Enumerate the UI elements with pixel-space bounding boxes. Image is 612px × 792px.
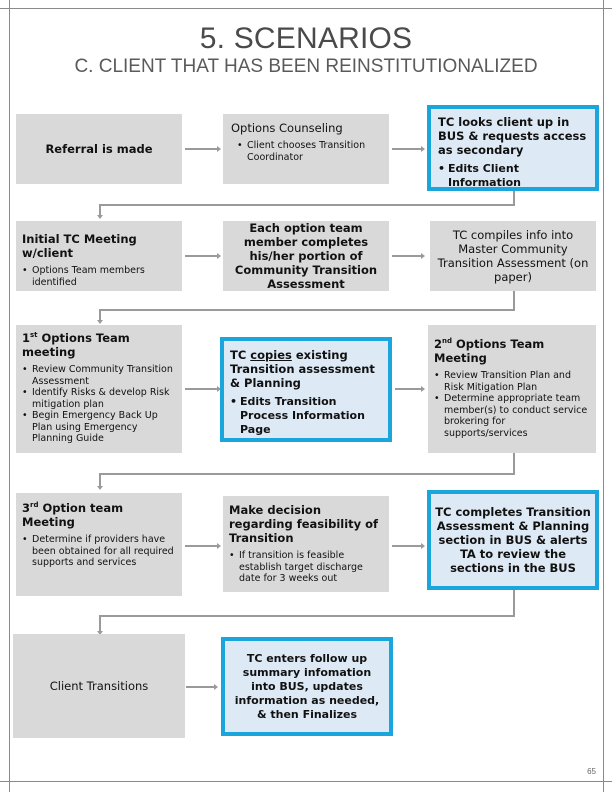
step-client-transitions [13, 634, 185, 738]
step-title: Referral is made [45, 142, 153, 156]
step-bullet: • Edits Client Information [442, 162, 588, 190]
step-title: Options Counseling [231, 121, 343, 135]
frame-left-line [9, 0, 10, 792]
step-options-counseling [223, 114, 389, 184]
step-first-meeting [16, 325, 182, 453]
step-bullet: • Review Community Transition Assessment [26, 364, 176, 387]
arrow-copies-to-second [395, 388, 422, 390]
connector-vertical [513, 590, 515, 616]
step-bullet: • Begin Emergency Back Up Plan using Emergency Planning Guide [26, 410, 176, 445]
arrow-first-to-copies [185, 388, 218, 390]
connector-vertical-arrow [99, 309, 101, 321]
arrow-transitions-to-enters [186, 686, 215, 688]
step-bullet: • Determine if providers have been obtained for all required supports and services [26, 534, 176, 569]
step-bullet: • Determine appropriate team member(s) to conduct service brokering for supports/services [438, 393, 590, 439]
connector-vertical-arrow [99, 615, 101, 632]
connector-horizontal [99, 204, 515, 206]
frame-bottom-line [0, 781, 612, 782]
step-bullet: • Client chooses Transition Coordinator [241, 140, 381, 163]
step-title: TC looks client up in BUS & requests access as secondary [438, 115, 587, 157]
step-tc-lookup [427, 105, 599, 191]
page-number: 65 [587, 767, 596, 776]
step-referral [16, 114, 182, 184]
step-title: Each option team member completes his/her portion of Community Transition Assessment [234, 221, 378, 291]
step-initial-meeting [16, 221, 182, 291]
step-third-meeting [16, 493, 182, 596]
connector-vertical [513, 191, 515, 205]
step-title: Make decision regarding feasibility of Transition [229, 503, 379, 545]
connector-horizontal [99, 309, 515, 311]
connector-horizontal [99, 473, 515, 475]
step-bullet: • Review Transition Plan and Risk Mitigation Plan [438, 370, 590, 393]
page-subtitle: C. CLIENT THAT HAS BEEN REINSTITUTIONALIZED [74, 56, 538, 77]
connector-horizontal [99, 615, 515, 617]
step-tc-compiles [430, 221, 596, 291]
step-bullet: • Options Team members identified [26, 265, 176, 288]
arrow-each-to-compiles [392, 255, 422, 257]
step-tc-copies [220, 337, 392, 442]
step-title: 1st Options Team meeting [22, 331, 130, 359]
step-title: TC enters follow up summary infomation into BUS, updates information as needed, & then Finalizes [234, 651, 380, 721]
step-bullet: • Identify Risks & develop Risk mitigation plan [26, 387, 176, 410]
step-bullet: • Edits Transition Process Information Page [234, 395, 382, 437]
arrow-referral-to-counseling [185, 148, 218, 150]
step-tc-completes [427, 490, 599, 590]
step-title: Initial TC Meeting w/client [22, 232, 137, 260]
step-title: TC completes Transition Assessment & Planning section in BUS & alerts TA to review the sections in the BUS [435, 505, 591, 575]
arrow-initial-to-each [185, 255, 218, 257]
step-each-option [223, 221, 389, 291]
step-bullet: • If transition is feasible establish target discharge date for 3 weeks out [233, 550, 383, 585]
step-title: TC compiles info into Master Community Transition Assessment (on paper) [437, 228, 589, 284]
frame-right-line [603, 0, 604, 792]
page-title: 5. SCENARIOS [199, 22, 413, 55]
step-title: Client Transitions [49, 679, 149, 693]
step-title: 2nd Options Team Meeting [434, 337, 545, 365]
step-title: TC copies existing Transition assessment & Planning [230, 348, 375, 390]
step-tc-enters [221, 637, 393, 736]
step-decision [223, 496, 389, 592]
arrow-decision-to-completes [392, 545, 422, 547]
connector-vertical-arrow [99, 473, 101, 487]
step-second-meeting [428, 325, 596, 453]
connector-vertical [513, 291, 515, 310]
connector-vertical [513, 453, 515, 474]
arrow-counseling-to-lookup [392, 148, 422, 150]
frame-top-line [0, 8, 612, 9]
connector-vertical-arrow [99, 204, 101, 216]
arrow-third-to-decision [185, 545, 218, 547]
step-title: 3rd Option team Meeting [22, 501, 124, 529]
